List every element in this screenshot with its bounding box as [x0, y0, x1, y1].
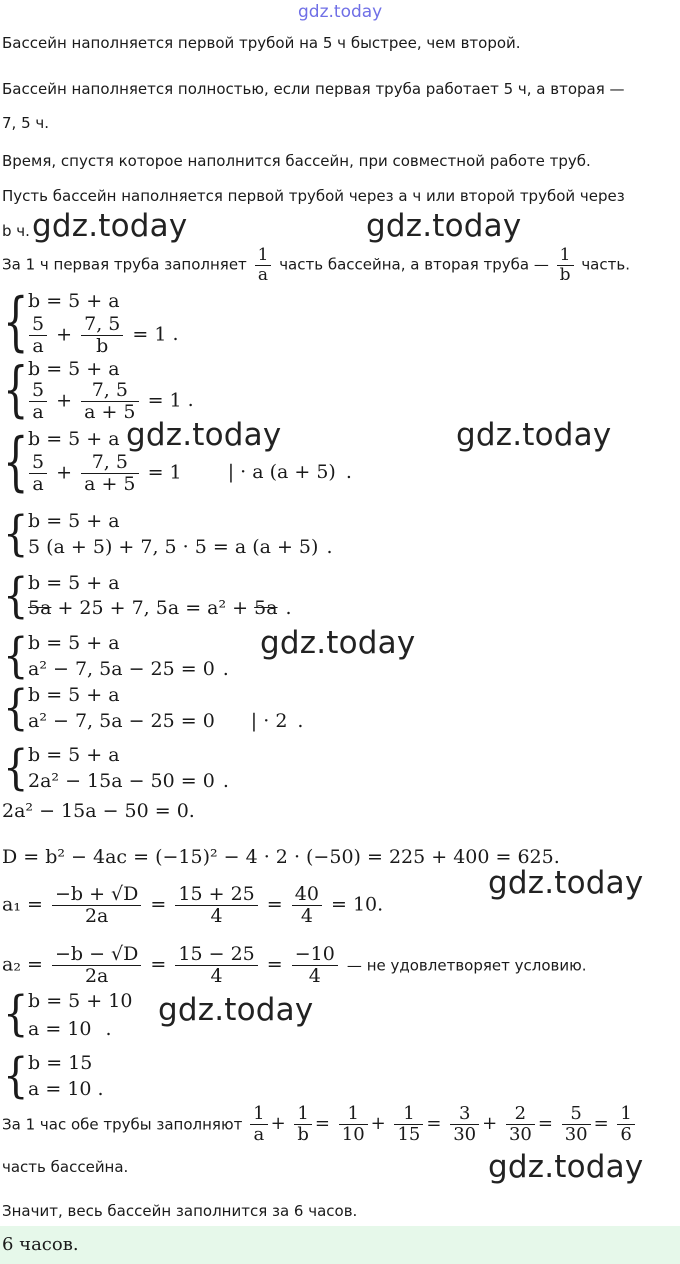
let-line: Пусть бассейн наполняется первой трубой через a ч или второй трубой через [2, 187, 625, 205]
system-7-eq-2: a² − 7, 5a − 25 = 0 | · 2 . [28, 710, 304, 732]
system-2-eq-1: b = 5 + a [28, 358, 120, 380]
system-brace: { [3, 568, 29, 624]
find-line: Время, спустя которое наполнится бассейн, при совместной работе труб. [2, 152, 591, 170]
condition-line-3: 7, 5 ч. [2, 114, 50, 132]
system-7-eq-1: b = 5 + a [28, 684, 120, 706]
system-10-eq-2: a = 10 . [28, 1078, 104, 1100]
combined-rate-end: часть бассейна. [2, 1158, 129, 1176]
system-brace: { [3, 506, 29, 562]
let-line-end: b ч. [2, 222, 30, 240]
system-1-eq-2: $\frac{5}{a}$ + $\frac{7, 5}{b}$ = 1 . [26, 314, 179, 357]
watermark: gdz.today [158, 992, 314, 1028]
rate-text-2: часть бассейна, а вторая труба — [279, 255, 549, 274]
watermark: gdz.today [456, 417, 612, 453]
answer-text: 6 часов. [2, 1234, 79, 1255]
system-brace: { [3, 740, 29, 796]
watermark: gdz.today [488, 865, 644, 901]
system-brace: { [3, 680, 29, 736]
quadratic-equation: 2a² − 15a − 50 = 0. [2, 800, 195, 822]
system-3-eq-1: b = 5 + a [28, 428, 120, 450]
system-brace: { [3, 1048, 29, 1104]
fraction-1-over-a: $\frac{1}{a}$ [255, 246, 272, 284]
condition-line-2: Бассейн наполняется полностью, если первая труба работает 5 ч, а вторая — [2, 80, 625, 98]
system-4-eq-2: 5 (a + 5) + 7, 5 · 5 = a (a + 5) . [28, 536, 333, 558]
watermark: gdz.today [32, 208, 188, 244]
watermark: gdz.today [260, 625, 416, 661]
system-1-eq-1: b = 5 + a [28, 290, 120, 312]
system-3-eq-2: $\frac{5}{a}$ + $\frac{7, 5}{a + 5}$ = 1 | · a (a + 5) . [26, 452, 352, 495]
system-2-eq-2: $\frac{5}{a}$ + $\frac{7, 5}{a + 5}$ = 1 . [26, 380, 194, 423]
watermark-top: gdz.today [298, 2, 383, 22]
rate-text-1: За 1 ч первая труба заполняет [2, 255, 247, 274]
system-9-eq-1: b = 5 + 10 [28, 990, 133, 1012]
system-brace: { [3, 425, 29, 499]
system-10-eq-1: b = 15 [28, 1052, 93, 1074]
cancelled-term: 5a [254, 597, 278, 619]
system-brace: { [3, 628, 29, 684]
watermark: gdz.today [366, 208, 522, 244]
combined-rate: За 1 час обе трубы заполняют $\frac{1}{a}$ + $\frac{1}{b}$ = $\frac{1}{10}$ + $\frac{1}{15}$ = $\frac{3}{30}$ + $\frac{2}{30}$ = $\frac{5}{30}$ = $\frac{1}{6}$ [2, 1104, 638, 1145]
answer-box [0, 1226, 680, 1264]
system-5-eq-1: b = 5 + a [28, 572, 120, 594]
system-4-eq-1: b = 5 + a [28, 510, 120, 532]
system-9-eq-2: a = 10 . [28, 1018, 112, 1040]
system-8-eq-1: b = 5 + a [28, 744, 120, 766]
system-5-eq-2: 5a + 25 + 7, 5a = a² + 5a . [28, 597, 292, 619]
system-6-eq-2: a² − 7, 5a − 25 = 0 . [28, 658, 229, 680]
root-1: a₁ = $\frac{-b + √D}{2a}$ = $\frac{15 + 25}{4}$ = $\frac{40}{4}$ = 10. [2, 883, 384, 927]
rate-line [2, 246, 630, 284]
conclusion-line: Значит, весь бассейн заполнится за 6 часов. [2, 1202, 358, 1220]
rate-text-3: часть. [581, 255, 630, 274]
condition-line-1: Бассейн наполняется первой трубой на 5 ч быстрее, чем второй. [2, 34, 521, 52]
system-6-eq-1: b = 5 + a [28, 632, 120, 654]
watermark: gdz.today [488, 1149, 644, 1185]
system-brace: { [3, 285, 29, 359]
system-8-eq-2: 2a² − 15a − 50 = 0 . [28, 770, 229, 792]
cancelled-term: 5a [28, 597, 52, 619]
system-brace: { [3, 986, 29, 1042]
discriminant: D = b² − 4ac = (−15)² − 4 · 2 · (−50) = 225 + 400 = 625. [2, 846, 560, 868]
watermark: gdz.today [126, 417, 282, 453]
multiplier: | · a (a + 5) [227, 461, 336, 484]
system-brace: { [3, 355, 29, 425]
multiplier: | · 2 [250, 710, 288, 732]
root-2: a₂ = $\frac{-b - √D}{2a}$ = $\frac{15 - 25}{4}$ = $\frac{-10}{4}$ — не удовлетворяет условию. [2, 943, 587, 987]
fraction-1-over-b: $\frac{1}{b}$ [557, 246, 574, 284]
